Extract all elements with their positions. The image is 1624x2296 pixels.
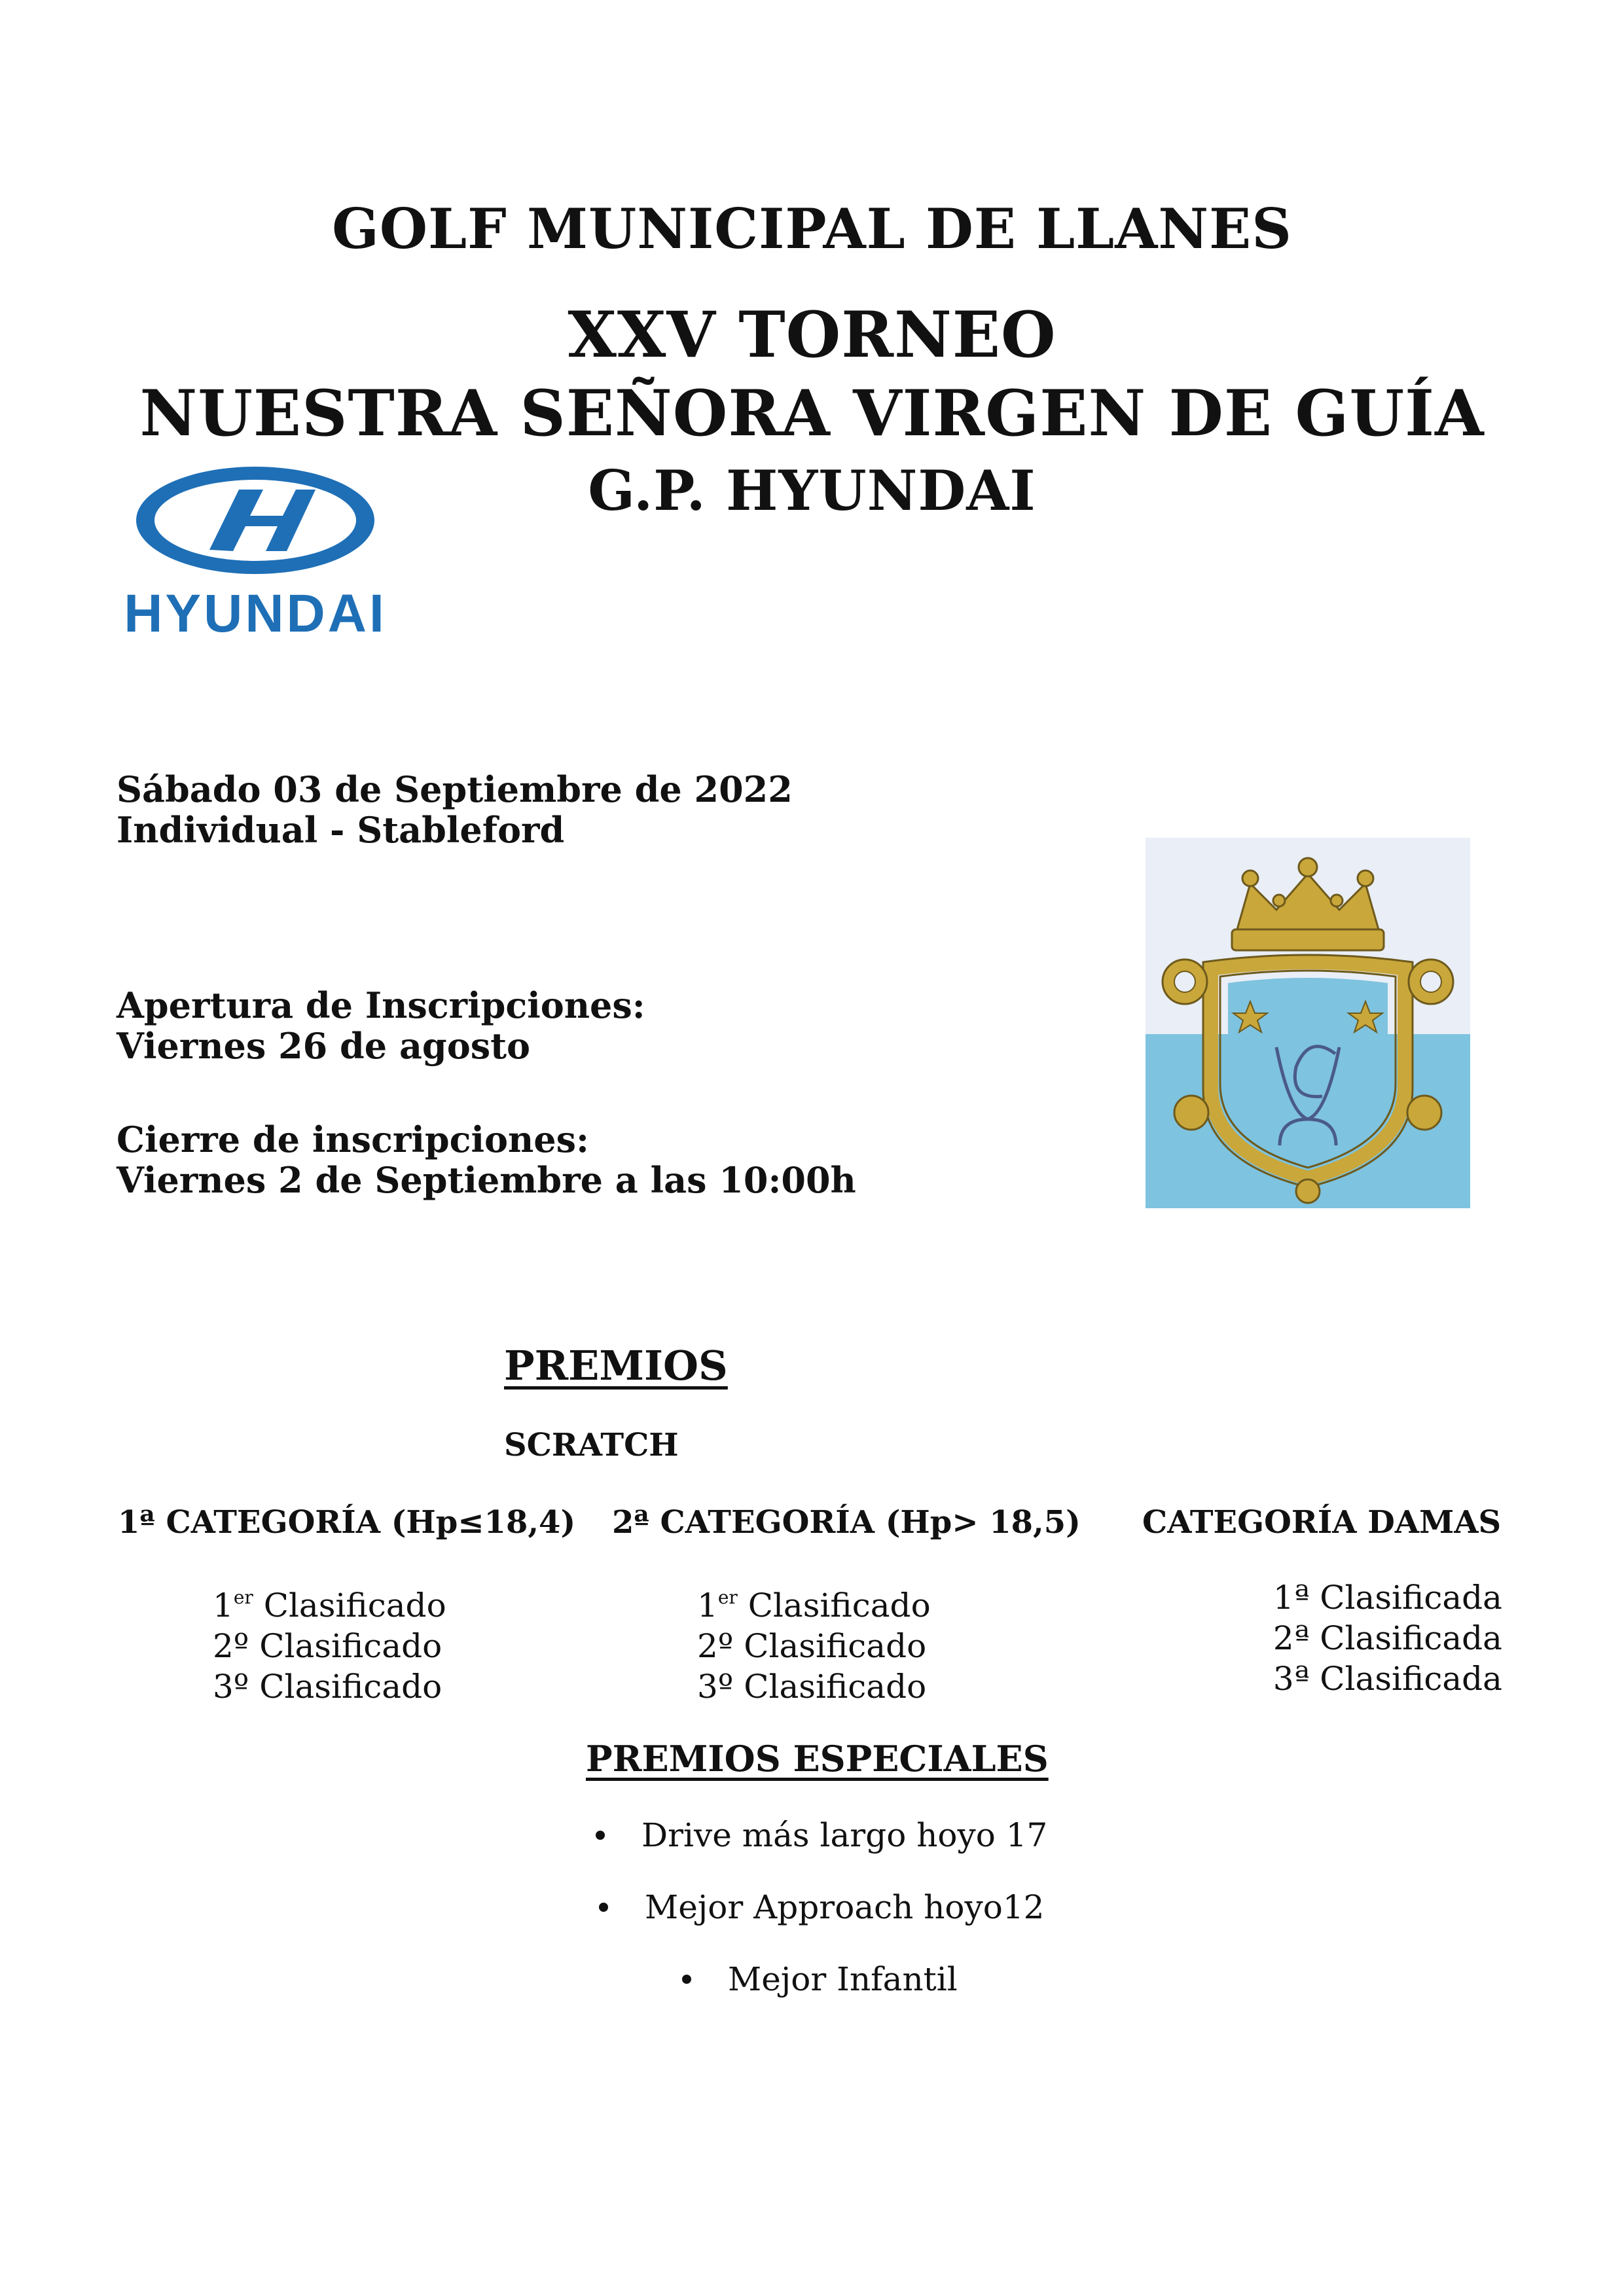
category-2-place-1: 1er Clasificado xyxy=(697,1587,931,1624)
registration-open-date: Viernes 26 de agosto xyxy=(117,1025,531,1067)
bullet-icon xyxy=(682,1975,691,1984)
special-prize-label: Mejor Infantil xyxy=(728,1960,958,1998)
special-prize-label: Drive más largo hoyo 17 xyxy=(641,1816,1048,1854)
scratch-label: SCRATCH xyxy=(504,1427,679,1463)
special-prize-item xyxy=(596,1816,1047,1854)
hyundai-wordmark: HYUNDAI xyxy=(124,584,387,641)
category-1-place-1: 1er Clasificado xyxy=(213,1587,446,1624)
hyundai-logo xyxy=(111,458,399,641)
prizes-title: PREMIOS xyxy=(504,1342,728,1390)
category-damas-place-2: 2ª Clasificada xyxy=(1272,1619,1502,1657)
event-format: Individual - Stableford xyxy=(117,809,565,851)
registration-close-label: Cierre de inscripciones: xyxy=(117,1119,589,1160)
special-prize-item xyxy=(599,1888,1045,1926)
event-details xyxy=(117,769,793,850)
category-damas-header: CATEGORÍA DAMAS xyxy=(1142,1504,1502,1541)
category-1-place-3: 3º Clasificado xyxy=(213,1668,442,1706)
category-damas-places xyxy=(1191,1577,1502,1699)
tournament-edition: XXV TORNEO xyxy=(568,298,1056,372)
category-1-places xyxy=(213,1577,461,1707)
category-1-place-2: 2º Clasificado xyxy=(213,1627,442,1665)
event-date: Sábado 03 de Septiembre de 2022 xyxy=(117,768,793,810)
special-prize-item xyxy=(682,1960,958,1998)
registration-open-label: Apertura de Inscripciones: xyxy=(117,984,645,1026)
registration-close-date: Viernes 2 de Septiembre a las 10:00h xyxy=(117,1159,856,1201)
category-2-header: 2ª CATEGORÍA (Hp> 18,5) xyxy=(612,1504,1081,1541)
category-2-place-2: 2º Clasificado xyxy=(697,1627,927,1665)
tournament-name: NUESTRA SEÑORA VIRGEN DE GUÍA xyxy=(139,376,1485,450)
registration-open xyxy=(117,985,645,1066)
special-prize-label: Mejor Approach hoyo12 xyxy=(645,1888,1045,1926)
special-prizes-title: PREMIOS ESPECIALES xyxy=(586,1738,1049,1780)
category-2-place-3: 3º Clasificado xyxy=(697,1668,927,1706)
category-2-places xyxy=(697,1577,946,1707)
crest-image xyxy=(1146,838,1470,1208)
bullet-icon xyxy=(596,1831,605,1840)
club-title: GOLF MUNICIPAL DE LLANES xyxy=(332,196,1292,261)
bullet-icon xyxy=(599,1903,608,1912)
category-damas-place-1: 1ª Clasificada xyxy=(1272,1579,1502,1617)
category-1-header: 1ª CATEGORÍA (Hp≤18,4) xyxy=(118,1504,576,1541)
category-damas-place-3: 3ª Clasificada xyxy=(1272,1660,1502,1698)
registration-close xyxy=(117,1119,856,1200)
sponsor-title: G.P. HYUNDAI xyxy=(588,458,1036,523)
